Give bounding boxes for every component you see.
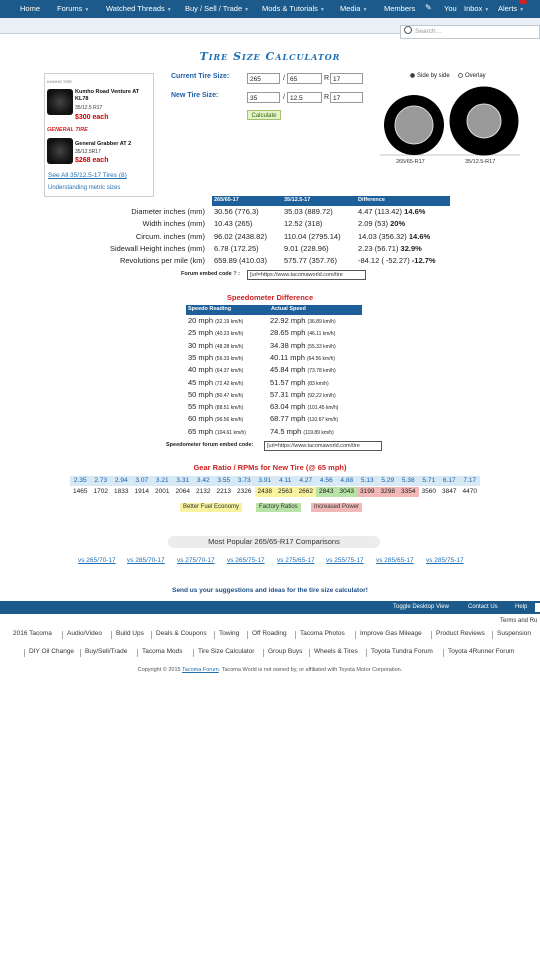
rpm-cell: 1465 (73, 488, 88, 495)
compare-cell-diff (358, 219, 405, 228)
footer-divider (309, 649, 310, 657)
top-nav (0, 0, 540, 18)
speedo-mph: 60 mph (188, 414, 214, 424)
nav-inbox[interactable] (464, 4, 489, 13)
gear-ratio-cell: 3.55 (214, 476, 235, 486)
footer-divider (62, 631, 63, 639)
compose-icon[interactable]: ✎ (425, 3, 432, 12)
gear-ratio-cell: 3.42 (193, 476, 214, 486)
diff-value: 4.47 (113.42) (358, 207, 403, 216)
footer-link[interactable]: Tacoma Mods (142, 648, 183, 655)
gear-ratio-cell: 3.31 (173, 476, 194, 486)
actual-mph: 34.38 mph (270, 340, 306, 350)
old-tire-label: 265/65-R17 (396, 159, 425, 165)
radio-empty-icon (458, 73, 463, 78)
kumho-logo: KUMHO TIRE (47, 79, 73, 84)
speedo-mph: 50 mph (188, 389, 214, 399)
compare-cell-diff (358, 207, 425, 216)
diff-value: 14.03 (356.32) (358, 231, 407, 241)
footer-divider (80, 649, 81, 657)
gear-ratio-cell: 5.38 (398, 476, 419, 486)
diff-percent: 14.6% (404, 207, 426, 216)
new-tire-label: 35/12.5-R17 (465, 159, 496, 165)
footer-divider (214, 631, 215, 639)
nav-media-label: Media (340, 4, 361, 13)
gear-ratio-cell: 5.13 (357, 476, 378, 486)
page-title: Tire Size Calculator (199, 50, 341, 63)
rpm-cell: 3847 (442, 488, 457, 495)
alert-badge (519, 0, 527, 4)
rpm-cell: 3354 (398, 487, 419, 497)
rpm-cell: 2001 (155, 488, 170, 495)
footer-divider (443, 649, 444, 657)
footer-divider (431, 631, 432, 639)
actual-mph: 57.31 mph (270, 389, 306, 399)
search-placeholder: Search... (415, 28, 442, 35)
contact-us-link[interactable]: Contact Us (468, 604, 498, 610)
gear-ratio-cell: 3.91 (255, 476, 276, 486)
speedo-reading (188, 316, 243, 325)
footer-link[interactable]: Improve Gas Mileage (360, 630, 422, 637)
new-diameter-input[interactable]: 35 (247, 92, 280, 103)
footer-link[interactable]: Product Reviews (436, 630, 485, 637)
nav-alerts-label: Alerts (498, 4, 518, 13)
speedo-mph: 55 mph (188, 402, 214, 412)
nav-buy-sell-trade[interactable] (185, 4, 249, 13)
tire1-price: $300 each (75, 114, 109, 121)
compare-row-label: Circum. inches (mm) (135, 231, 205, 241)
speedo-reading (188, 414, 243, 423)
overlay-option[interactable] (458, 73, 486, 79)
compare-cell-new: 575.77 (357.76) (284, 256, 337, 266)
actual-speed (270, 414, 338, 423)
actual-speed (270, 328, 335, 337)
gear-ratio-cell: 2.94 (111, 476, 132, 486)
r-separator: R (324, 94, 330, 101)
speedo-reading (188, 341, 243, 350)
copyright-pre: Copyright © 2015 (137, 667, 181, 673)
compare-row-label: Sidewall Height inches (mm) (109, 243, 205, 253)
compare-cell-new: 9.01 (228.96) (284, 243, 329, 253)
actual-kmh: (64.56 km/h) (306, 355, 336, 362)
speedo-header-actual: Actual Speed (271, 306, 306, 312)
actual-speed (270, 316, 336, 325)
chevron-down-icon: ▼ (319, 7, 325, 13)
actual-mph: 63.04 mph (270, 402, 306, 412)
diff-percent: -12.7% (411, 256, 436, 266)
nav-you[interactable]: You (444, 4, 457, 13)
col-header-difference: Difference (358, 197, 385, 203)
legend-factory-ratios: Factory Ratios (256, 503, 301, 512)
nav-forums[interactable] (57, 4, 89, 13)
compare-cell-old: 30.56 (776.3) (214, 207, 259, 216)
gear-ratio-cell: 4.88 (337, 476, 358, 486)
tire2-size: 35/12.5R17 (75, 149, 101, 155)
chevron-down-icon: ▼ (362, 7, 368, 13)
general-tire-logo: GENERAL TIRE (47, 127, 88, 133)
calculate-button[interactable]: Calculate (247, 110, 281, 120)
actual-kmh: (110.67 km/h) (307, 417, 339, 424)
actual-mph: 74.5 mph (270, 426, 302, 436)
comparison-link[interactable]: vs 265/75-17 (227, 557, 265, 564)
speedo-kmh: (80.47 km/h) (215, 392, 244, 399)
speedo-embed-input[interactable]: [url=https://www.tacomaworld.com/tire (264, 441, 382, 451)
footer-divider (263, 649, 264, 657)
current-rim-input[interactable]: 17 (330, 73, 363, 84)
rpm-cell: 2662 (296, 487, 317, 497)
tire-image[interactable] (47, 138, 73, 164)
speedo-title: Speedometer Difference (226, 293, 314, 302)
speedo-mph: 25 mph (188, 328, 214, 338)
speedo-kmh: (96.56 km/h) (215, 417, 244, 424)
copyright-post: . Tacoma World is not owned by, or affiliated with Toyota Motor Corporation. (218, 667, 403, 673)
speedo-mph: 30 mph (188, 340, 214, 350)
gear-ratio-cell: 3.73 (234, 476, 255, 486)
speedo-kmh: (88.51 km/h) (215, 405, 244, 412)
diff-percent: 32.9% (400, 243, 422, 253)
rpm-cell: 2563 (275, 487, 296, 497)
footer-divider (137, 649, 138, 657)
diff-percent: 14.6% (408, 231, 431, 241)
current-aspect-input[interactable]: 65 (287, 73, 322, 84)
comparison-link[interactable]: vs 285/65-17 (376, 557, 414, 564)
diff-value: 2.09 (53) (358, 219, 389, 229)
actual-speed (270, 402, 338, 411)
speedo-reading (188, 390, 243, 399)
forum-embed-label: Forum embed code ? : (181, 271, 241, 277)
current-width-input[interactable]: 265 (247, 73, 280, 84)
speedo-mph: 20 mph (188, 316, 214, 325)
compare-cell-old: 10.43 (265) (214, 219, 253, 229)
speedo-kmh: (32.19 km/h) (215, 319, 244, 325)
copyright (0, 667, 540, 673)
new-rim-shape (467, 104, 501, 138)
gear-ratio-cell: 2.73 (91, 476, 112, 486)
compare-cell-new: 110.04 (2795.14) (284, 231, 341, 241)
actual-kmh: (119.89 km/h) (303, 429, 334, 436)
actual-mph: 68.77 mph (270, 414, 306, 424)
tire-diagram (378, 81, 522, 157)
footer-link[interactable]: DIY Oil Change (29, 648, 75, 655)
actual-kmh: (83 km/h) (307, 380, 329, 387)
popular-comparisons-title: Most Popular 265/65-R17 Comparisons (168, 536, 380, 548)
footer-link[interactable]: 2016 Tacoma (13, 630, 52, 637)
slash-separator: / (283, 94, 285, 101)
speedo-mph: 65 mph (188, 426, 214, 436)
actual-kmh: (36.89 km/h) (307, 319, 336, 325)
actual-speed (270, 353, 335, 362)
compare-cell-old: 6.78 (172.25) (214, 243, 259, 253)
speedo-mph: 40 mph (188, 365, 214, 375)
speedo-kmh: (40.23 km/h) (215, 331, 244, 338)
compare-cell-new: 35.03 (889.72) (284, 207, 333, 216)
new-width-input[interactable]: 12.5 (287, 92, 322, 103)
gear-ratio-cell: 2.35 (70, 476, 91, 486)
footer-link[interactable]: Suspension (497, 630, 531, 637)
actual-speed (270, 378, 329, 387)
footer-divider (24, 649, 25, 657)
terms-link[interactable]: Terms and Ru (500, 618, 538, 624)
chevron-down-icon: ▼ (84, 7, 90, 13)
compare-cell-diff (358, 244, 422, 253)
r-separator: R (324, 75, 330, 82)
speedo-mph: 35 mph (188, 352, 214, 362)
nav-watched-threads[interactable] (106, 4, 172, 13)
metric-sizes-link[interactable]: Understanding metric sizes (48, 185, 121, 191)
nav-media[interactable] (340, 4, 367, 13)
rpm-cell: 2326 (237, 488, 252, 495)
help-link[interactable]: Help (515, 604, 528, 610)
footer-divider (247, 631, 248, 639)
tire-image[interactable] (47, 89, 73, 115)
speedo-reading (188, 365, 243, 374)
gear-ratio-cell: 4.56 (316, 476, 337, 486)
footer-divider (151, 631, 152, 639)
gear-ratio-cell: 4.27 (296, 476, 317, 486)
comparison-link[interactable]: vs 275/65-17 (277, 557, 315, 564)
nav-bst-label: Buy / Sell / Trade (185, 4, 243, 13)
speedo-embed-label: Speedometer forum embed code: (166, 442, 254, 448)
rpm-cell: 2132 (196, 488, 211, 495)
footer-divider (366, 649, 367, 657)
suggestion-link[interactable]: Send us your suggestions and ideas for the tire size calculator! (172, 587, 368, 594)
footer-link[interactable]: Audio/Video (67, 630, 102, 637)
speedo-kmh: (56.33 km/h) (215, 355, 244, 362)
rpm-cell: 4470 (462, 488, 477, 495)
actual-kmh: (73.78 km/h) (307, 368, 336, 375)
footer-divider (295, 631, 296, 639)
tire1-name[interactable]: Kumho Road Venture AT KL78 (75, 89, 140, 102)
tire-ad-box (44, 73, 154, 197)
footer-divider (193, 649, 194, 657)
speedo-kmh: (48.28 km/h) (215, 343, 244, 350)
actual-kmh: (46.11 km/h) (307, 331, 336, 338)
nav-alerts[interactable] (498, 4, 524, 13)
help-icon[interactable]: ? (233, 271, 237, 277)
speedo-reading (188, 402, 243, 411)
footer-divider (111, 631, 112, 639)
rpm-cell: 3199 (357, 487, 378, 497)
footer-link[interactable]: Buy/Sell/Trade (85, 648, 128, 655)
current-size-label: Current Tire Size: (171, 73, 230, 80)
footer-link[interactable]: Tire Size Calculator (198, 648, 255, 655)
comparison-link[interactable]: vs 285/75-17 (426, 557, 464, 564)
nav-home[interactable]: Home (20, 4, 41, 13)
footer-link[interactable]: Wheels & Tires (314, 648, 358, 655)
compare-cell-old: 659.89 (410.03) (214, 256, 267, 266)
actual-mph: 22.92 mph (270, 316, 306, 325)
speedo-kmh: (72.42 km/h) (215, 380, 244, 387)
nav-mods-tutorials[interactable] (262, 4, 325, 13)
new-rim-input[interactable]: 17 (330, 92, 363, 103)
gear-ratio-cell: 7.17 (460, 476, 481, 486)
speedo-reading (188, 328, 243, 337)
compare-cell-diff (358, 256, 436, 265)
rpm-cell: 2438 (255, 487, 276, 497)
search-icon (404, 26, 412, 34)
compare-cell-new: 12.52 (318) (284, 219, 323, 229)
col-header-old: 265/65-17 (214, 197, 239, 203)
diff-percent: 20% (390, 219, 406, 229)
footer-divider (355, 631, 356, 639)
new-size-label: New Tire Size: (171, 92, 219, 99)
nav-members[interactable]: Members (384, 4, 416, 13)
speedo-kmh: (104.61 km/h) (215, 429, 246, 436)
gear-ratio-cell: 5.29 (378, 476, 399, 486)
nav-forums-label: Forums (57, 4, 83, 13)
nav-inbox-label: Inbox (464, 4, 483, 13)
legend-fuel-economy: Better Fuel Economy (180, 503, 242, 512)
speedo-kmh: (64.37 km/h) (215, 368, 244, 375)
tacoma-forum-link[interactable]: Tacoma Forum (182, 667, 219, 673)
forum-embed-input[interactable]: [url=https://www.tacomaworld.com/tire (247, 270, 366, 280)
actual-kmh: (55.33 km/h) (307, 343, 336, 350)
footer-link[interactable]: Towing (219, 630, 240, 637)
gear-ratio-cell: 5.71 (419, 476, 440, 486)
old-rim-shape (395, 106, 433, 144)
actual-kmh: (101.45 km/h) (307, 405, 339, 412)
gear-ratio-cell: 3.07 (132, 476, 153, 486)
actual-mph: 40.11 mph (270, 352, 305, 362)
rpm-cell: 3298 (378, 487, 399, 497)
rpm-cell: 2213 (216, 488, 231, 495)
chevron-down-icon: ▼ (166, 7, 172, 13)
rpm-cell: 1914 (134, 488, 149, 495)
forum-embed-text: Forum embed code (181, 271, 232, 277)
chevron-down-icon: ▼ (484, 7, 490, 13)
footer-link[interactable]: Group Buys (268, 648, 303, 655)
footer-link[interactable]: Deals & Coupons (156, 630, 207, 637)
footer-link[interactable]: Toyota Tundra Forum (371, 648, 433, 655)
footer-link[interactable]: Build Ups (116, 630, 144, 637)
rpm-cell: 1833 (114, 488, 129, 495)
actual-speed (270, 427, 334, 436)
diff-value: 2.23 (56.71) (358, 243, 399, 253)
slash-separator: / (283, 75, 285, 82)
footer-bar (0, 601, 540, 614)
tire-visual-panel (378, 71, 522, 157)
compare-cell-old: 96.02 (2438.82) (214, 231, 267, 241)
actual-mph: 51.57 mph (270, 377, 306, 387)
speedo-reading (188, 378, 243, 387)
footer-divider (492, 631, 493, 639)
scroll-top-icon[interactable] (535, 603, 540, 612)
footer-link[interactable]: Tacoma Photos (300, 630, 345, 637)
diff-value: -84.12 ( -52.27) (358, 256, 410, 266)
compare-row-label: Revolutions per mile (km) (119, 256, 205, 266)
comparison-link[interactable]: vs 255/75-17 (326, 557, 364, 564)
compare-row-label: Width inches (mm) (142, 219, 205, 229)
tire2-name[interactable]: General Grabber AT 2 (75, 141, 132, 147)
side-by-side-label: Side by side (417, 73, 450, 79)
footer-link[interactable]: Off Roading (252, 630, 287, 637)
search-input[interactable] (400, 25, 540, 39)
actual-speed (270, 365, 336, 374)
speedo-header-reading: Speedo Reading (188, 306, 232, 312)
nav-watched-label: Watched Threads (106, 4, 165, 13)
tire2-price: $268 each (75, 157, 109, 164)
chevron-down-icon: ▼ (519, 7, 525, 13)
actual-mph: 28.65 mph (270, 328, 306, 338)
rpm-cell: 2064 (175, 488, 190, 495)
nav-mods-label: Mods & Tutorials (262, 4, 318, 13)
toggle-desktop-link[interactable]: Toggle Desktop View (393, 604, 449, 610)
radio-selected-icon (410, 73, 415, 78)
compare-table-header (212, 196, 450, 206)
actual-speed (270, 390, 336, 399)
comparison-link[interactable]: vs 285/70-17 (127, 557, 165, 564)
compare-cell-diff (358, 232, 430, 241)
comparison-link[interactable]: vs 275/70-17 (177, 557, 215, 564)
rpm-cell: 3043 (337, 487, 358, 497)
gear-ratio-cell: 6.17 (439, 476, 460, 486)
chevron-down-icon: ▼ (244, 7, 250, 13)
overlay-label: Overlay (465, 73, 486, 79)
gear-ratio-cell: 4.11 (275, 476, 296, 486)
rpm-cell: 2843 (316, 487, 337, 497)
legend-increased-power: Increased Power (311, 503, 362, 512)
speedo-reading (188, 353, 243, 362)
footer-link[interactable]: Toyota 4Runner Forum (448, 648, 515, 655)
tire1-size: 35/12.5 R17 (75, 105, 103, 111)
see-all-tires-link[interactable]: See All 35/12.5-17 Tires (8) (48, 172, 127, 179)
actual-speed (270, 341, 336, 350)
actual-kmh: (92.22 km/h) (307, 392, 336, 399)
side-by-side-option[interactable] (410, 73, 450, 79)
col-header-new: 35/12.5-17 (284, 197, 311, 203)
rpm-cell: 3560 (421, 488, 436, 495)
rpm-cell: 1702 (93, 488, 108, 495)
comparison-link[interactable]: vs 265/70-17 (78, 557, 116, 564)
compare-row-label: Diameter inches (mm) (131, 207, 205, 216)
speedo-mph: 45 mph (188, 377, 214, 387)
gear-ratio-cell: 3.21 (152, 476, 173, 486)
speedo-reading (188, 427, 246, 436)
actual-mph: 45.84 mph (270, 365, 306, 375)
gear-title: Gear Ratio / RPMs for New Tire (@ 65 mph) (193, 463, 347, 472)
